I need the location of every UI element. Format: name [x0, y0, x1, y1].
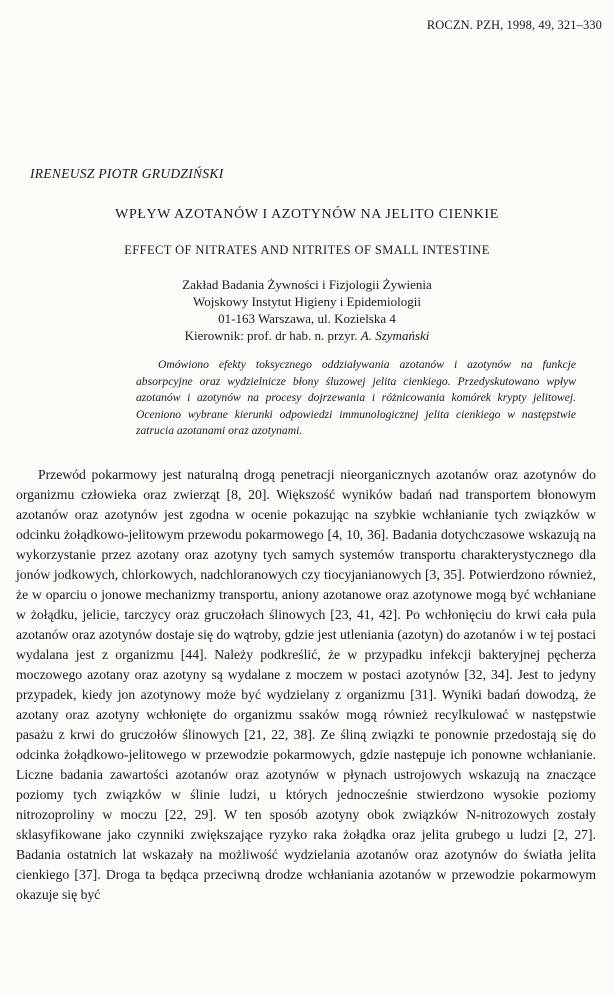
affiliation-line: Zakład Badania Żywności i Fizjologii Żywienia	[182, 277, 432, 292]
author-name: IRENEUSZ PIOTR GRUDZIŃSKI	[30, 166, 224, 181]
affiliation-block	[0, 276, 614, 344]
head-name: A. Szymański	[360, 328, 430, 343]
title-polish: WPŁYW AZOTANÓW I AZOTYNÓW NA JELITO CIENKIE	[115, 207, 499, 222]
affiliation-head	[0, 327, 614, 344]
affiliation-line: Wojskowy Instytut Higieny i Epidemiologii	[193, 294, 421, 309]
body-paragraph: Przewód pokarmowy jest naturalną drogą penetracji nieorganicznych azotanów oraz azotynów do organizmu człowieka oraz zwierząt [8, 20]. Większość wyników badań nad transportem błonowym azotanów oraz azotynów jest zgodna w ocenie pokazując na szybkie wchłanianie tych związków w odcinku żołądkowo-jelitowym przewodu pokarmowego [4, 10, 36]. Badania dotychczasowe wskazują na wykorzystanie przez azotany oraz azotyny tych samych systemów transportu charakterystycznego dla jonów jodkowych, chlorkowych, nadchloranowych czy tiocyjanianowych [3, 35]. Potwierdzono również, że w oparciu o jonowe mechanizmy transportu, aniony azotanowe oraz azotynowe mogą być wchłaniane w żołądku, jelicie, tarczycy oraz gruczołach ślinowych [23, 41, 42]. Po wchłonięciu do krwi cała pula azotanów oraz azotynów dostaje się do wątroby, gdzie jest utleniania (azotyn) do azotanów i w tej postaci wydalana jest z organizmu [44]. Należy podkreślić, że w przypadku infekcji bakteryjnej pęcherza moczowego azotany oraz azotyny są wydalane z moczem w postaci azotynów [32, 34]. Jest to jedyny przypadek, kiedy jon azotynowy może być wydzielany z organizmu [31]. Wyniki badań dowodzą, że azotany oraz azotyny wchłonięte do organizmu ssaków mogą również recylkulować w następstwie pasażu z krwi do gruczołów ślinowych [21, 22, 38]. Ze śliną związki te ponownie przedostają się do odcinka żołądkowo-jelitowego w przewodzie pokarmowych, gdzie następuje ich ponowne wchłanianie. Liczne badania zawartości azotanów oraz azotynów w płynach ustrojowych wskazują na znaczące poziomy tych związków w ślinie ludzi, u których jednocześnie stwierdzono wysokie poziomy nitrozoproliny w moczu [22, 29]. W ten sposób azotyny obok związków N-nitrozowych zostały sklasyfikowane jako czynniki zwiększające ryzyko raka żołądka oraz jelita grubego u ludzi [2, 27]. Badania ostatnich lat wskazały na możliwość wydzielania azotanów oraz azotynów do światła jelita cienkiego [37]. Droga ta będąca przeciwną drodze wchłaniania azotanów w przewodzie pokarmowym okazuje się być	[16, 467, 596, 902]
journal-reference: ROCZN. PZH, 1998, 49, 321–330	[426, 18, 602, 32]
head-prefix: Kierownik: prof. dr hab. n. przyr.	[184, 328, 361, 343]
abstract: Omówiono efekty toksycznego oddziaływania azotanów i azotynów na funkcje absorpcyjne oraz wydzielnicze błony śluzowej jelita cienkiego. Przedyskutowano wpływ azotanów i azotynów na procesy dojrzewania i różnicowania komórek krypty jelitowej. Oceniono wybrane kierunki odpowiedzi immunologicznej jelita cienkiego w następstwie zatrucia azotanami oraz azotynami.	[136, 358, 576, 437]
title-english: EFFECT OF NITRATES AND NITRITES OF SMALL INTESTINE	[124, 243, 490, 257]
affiliation-address: 01-163 Warszawa, ul. Kozielska 4	[218, 311, 396, 326]
